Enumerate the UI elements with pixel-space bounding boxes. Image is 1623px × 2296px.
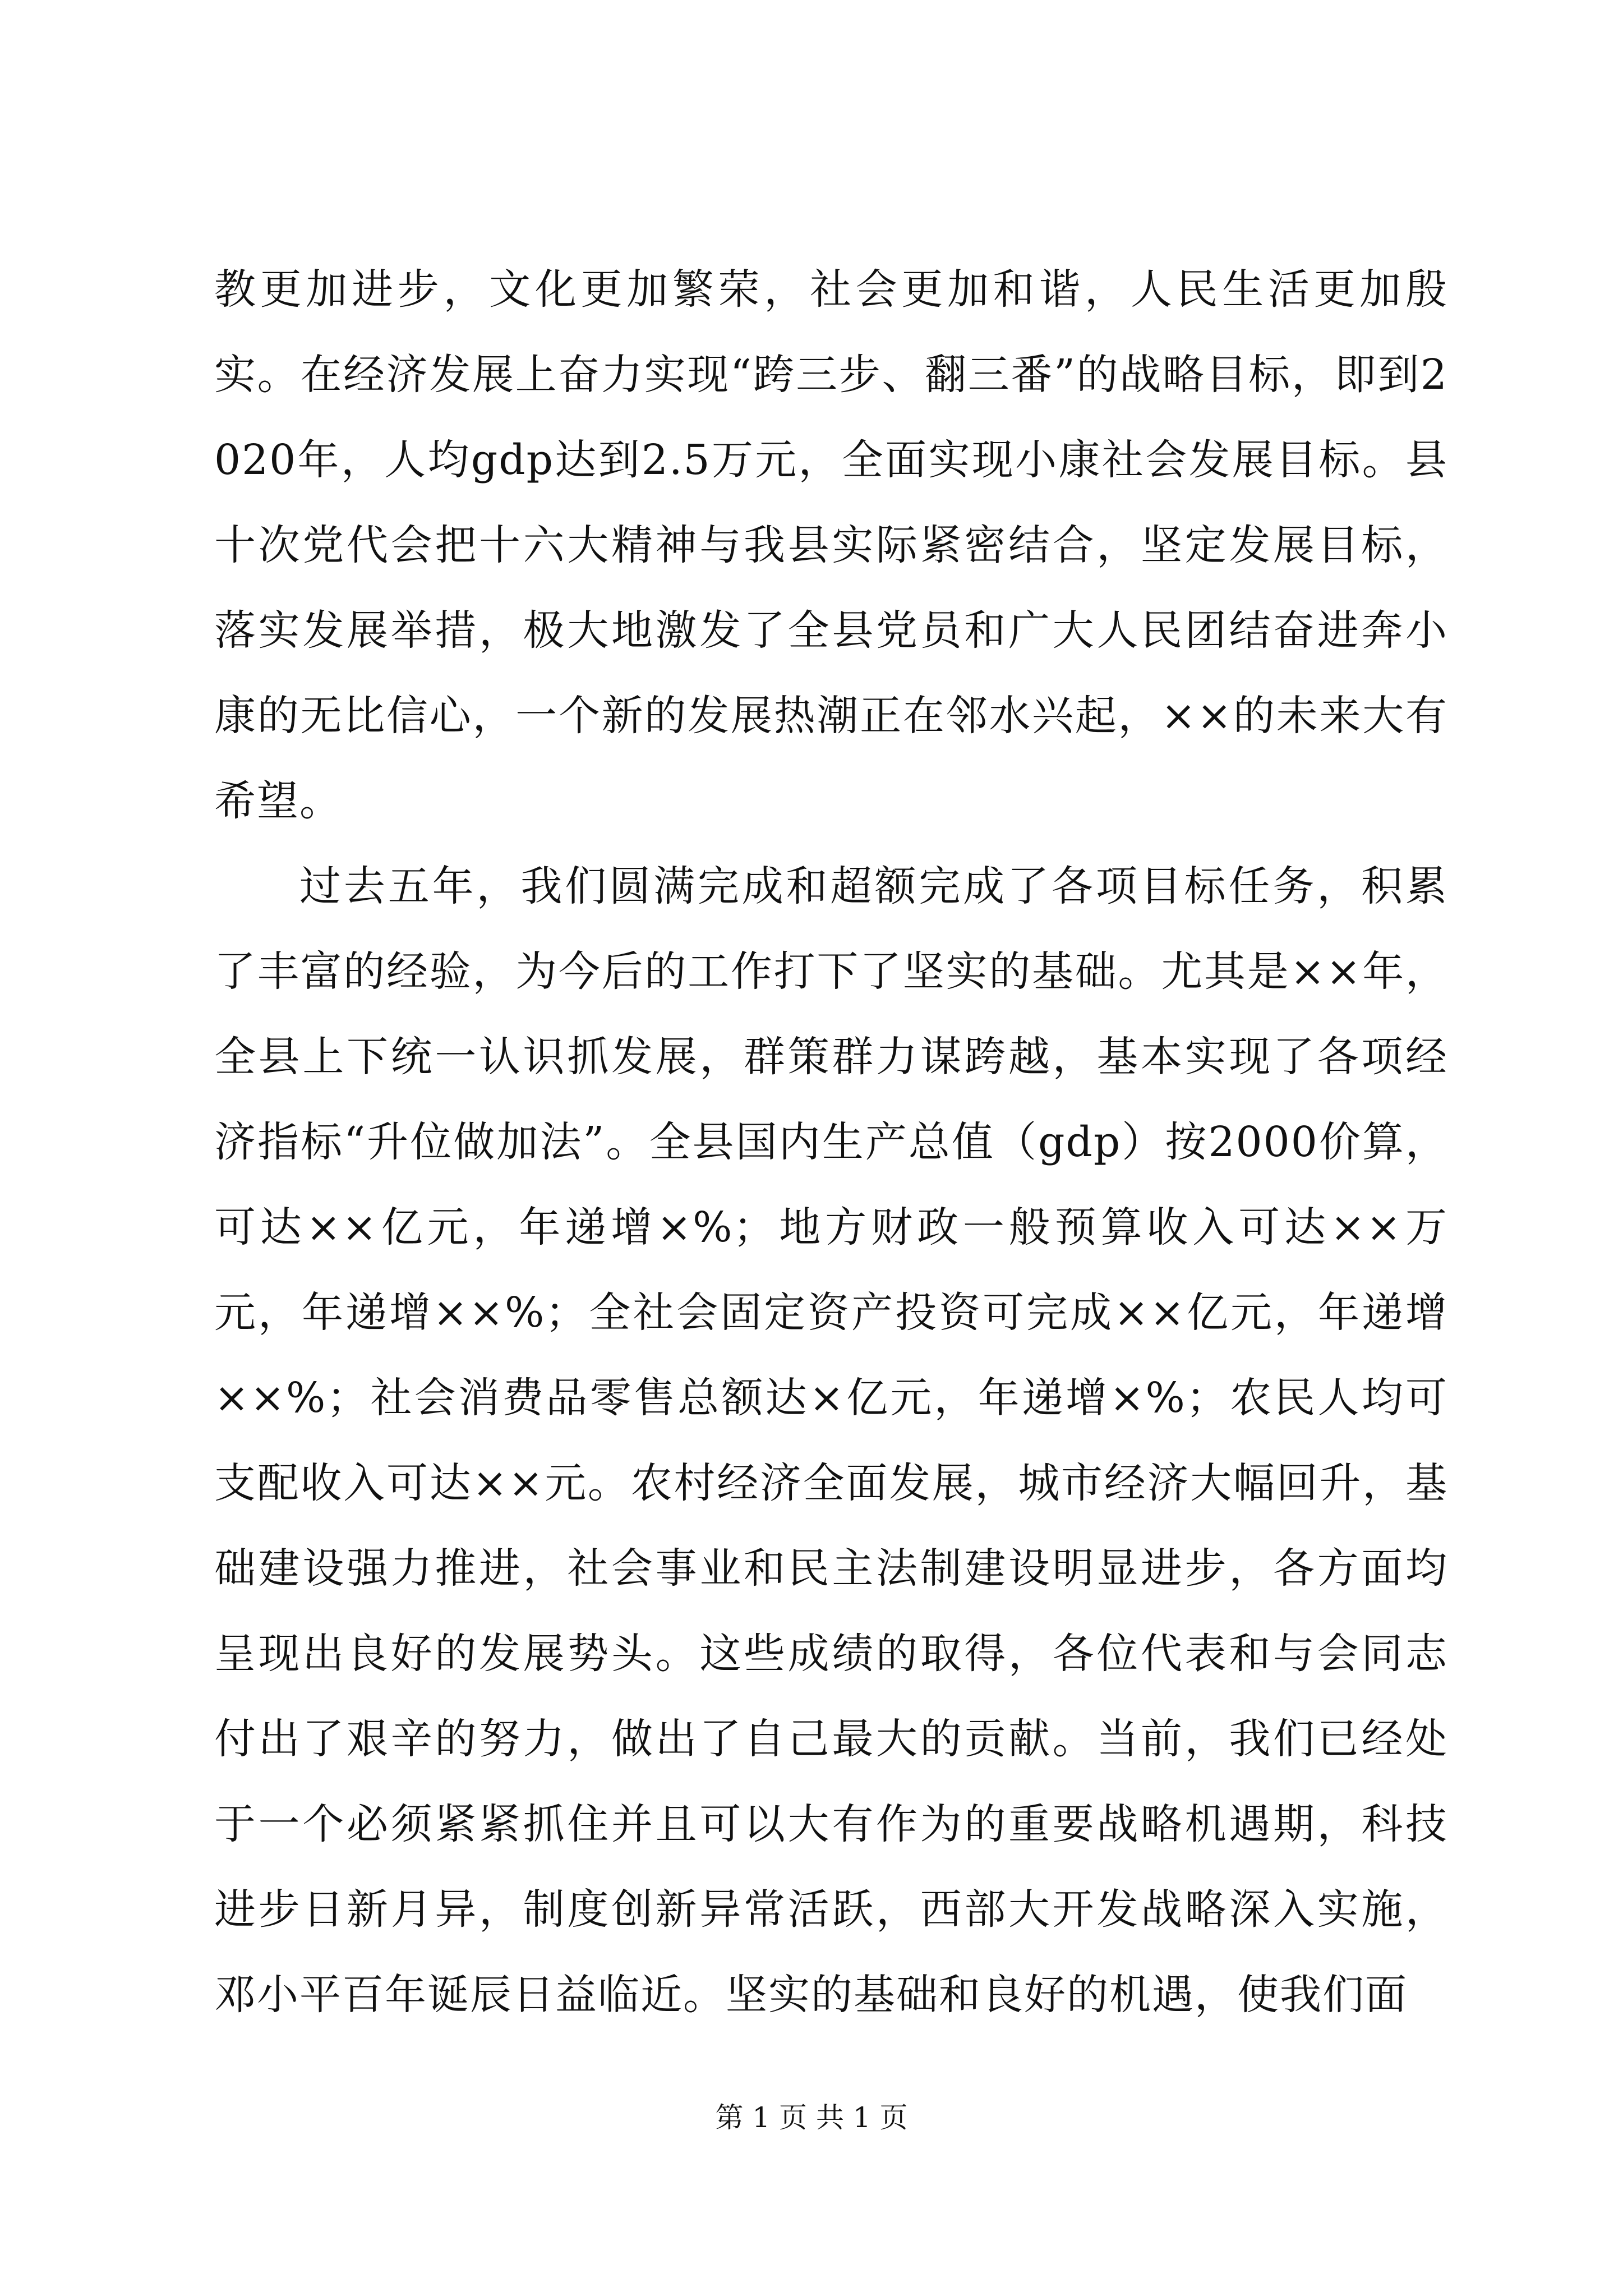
paragraph-1: 教更加进步，文化更加繁荣，社会更加和谐，人民生活更加殷实。在经济发展上奋力实现“跨三步、翻三番”的战略目标，即到2020年，人均gdp达到2.5万元，全面实现小康社会发展目标。县十次党代会把十六大精神与我县实际紧密结合，坚定发展目标，落实发展举措，极大地激发了全县党员和广大人民团结奋进奔小康的无比信心，一个新的发展热潮正在邻水兴起，××的未来大有希望。: [214, 265, 1448, 825]
document-body: [214, 247, 1448, 2037]
paragraph-2: 过去五年，我们圆满完成和超额完成了各项目标任务，积累了丰富的经验，为今后的工作打下了坚实的基础。尤其是××年，全县上下统一认识抓发展，群策群力谋跨越，基本实现了各项经济指标“升位做加法”。全县国内生产总值（gdp）按2000价算，可达××亿元，年递增×%；地方财政一般预算收入可达××万元，年递增××%；全社会固定资产投资可完成××亿元，年递增××%；社会消费品零售总额达×亿元，年递增×%；农民人均可支配收入可达××元。农村经济全面发展，城市经济大幅回升，基础建设强力推进，社会事业和民主法制建设明显进步，各方面均呈现出良好的发展势头。这些成绩的取得，各位代表和与会同志付出了艰辛的努力，做出了自己最大的贡献。当前，我们已经处于一个必须紧紧抓住并且可以大有作为的重要战略机遇期，科技进步日新月异，制度创新异常活跃，西部大开发战略深入实施，邓小平百年诞辰日益临近。坚实的基础和良好的机遇，使我们面: [214, 862, 1449, 2019]
page-footer: 第 1 页 共 1 页: [715, 2101, 908, 2134]
